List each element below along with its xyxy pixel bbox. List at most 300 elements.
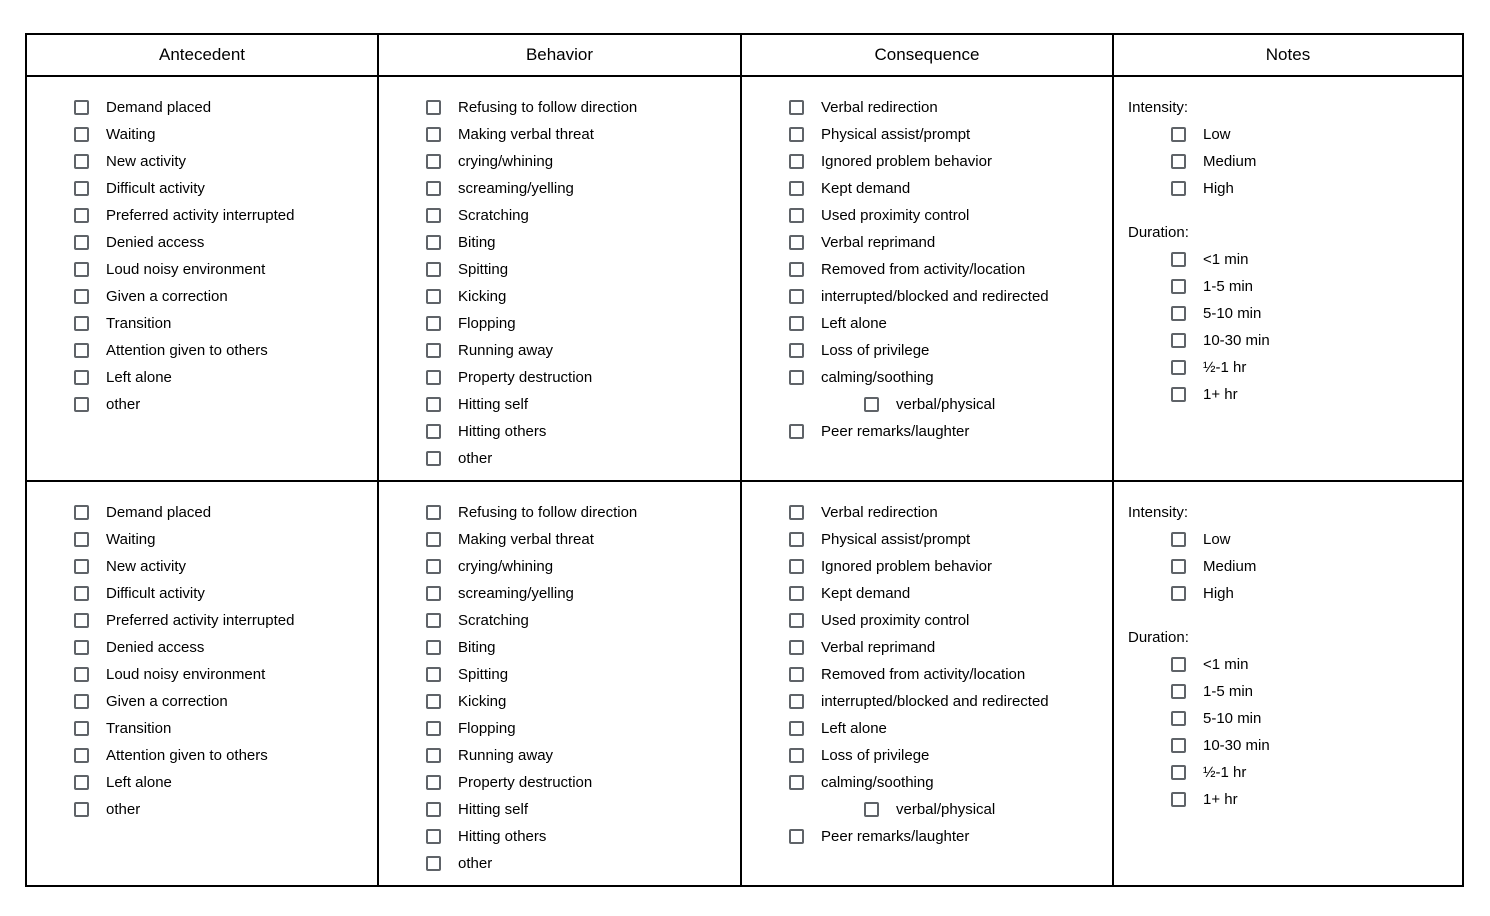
checkbox-option-removed-from-activity-location[interactable] [789,260,1106,280]
checkbox-icon[interactable] [74,100,89,115]
notes-options [1171,250,1456,405]
checkbox-option-left-alone[interactable] [74,368,371,388]
checkbox-option-verbal-redirection[interactable] [789,98,1106,118]
checkbox-icon[interactable] [426,856,441,871]
checkbox-icon[interactable] [74,748,89,763]
checkbox-label: Loss of privilege [821,342,930,359]
checkbox-icon[interactable] [74,316,89,331]
checkbox-icon[interactable] [426,640,441,655]
checkbox-icon[interactable] [1171,684,1186,699]
checkbox-label: Ignored problem behavior [821,558,992,575]
checkbox-label: Refusing to follow direction [458,504,638,521]
checkbox-icon[interactable] [789,181,804,196]
checkbox-label: 1+ hr [1203,791,1238,808]
checkbox-option-spitting[interactable] [426,665,734,685]
header-antecedent: Antecedent [26,34,378,76]
checkbox-label: Given a correction [106,693,228,710]
checkbox-option-interrupted-blocked-and-redirected[interactable] [789,692,1106,712]
checkbox-label: screaming/yelling [458,180,574,197]
notes-options [1171,530,1456,604]
checkbox-icon[interactable] [426,721,441,736]
notes-section-label: Intensity: [1128,504,1189,521]
checkbox-option-ignored-problem-behavior[interactable] [789,152,1106,172]
checkbox-option-10-30-min[interactable] [1171,736,1456,756]
checkbox-icon[interactable] [74,181,89,196]
checkbox-option-1-hr[interactable] [1171,385,1456,405]
checkbox-label: Left alone [106,369,172,386]
checkbox-label: Making verbal threat [458,531,594,548]
checkbox-label: Refusing to follow direction [458,99,638,116]
checkbox-option-loud-noisy-environment[interactable] [74,665,371,685]
checkbox-label: Biting [458,234,496,251]
checkbox-option-kept-demand[interactable] [789,179,1106,199]
table-body [26,76,1463,886]
checkbox-icon[interactable] [426,100,441,115]
checkbox-label: Kicking [458,288,507,305]
checkbox-label: New activity [106,558,187,575]
checkbox-label: Demand placed [106,99,212,116]
checkbox-option-verbal-redirection[interactable] [789,503,1106,523]
checkbox-icon[interactable] [426,802,441,817]
checkbox-option-removed-from-activity-location[interactable] [789,665,1106,685]
checkbox-option-waiting[interactable] [74,530,371,550]
checkbox-label: Verbal redirection [821,504,938,521]
checkbox-icon[interactable] [426,667,441,682]
checkbox-icon[interactable] [789,532,804,547]
checkbox-label: Running away [458,747,554,764]
checkbox-label: screaming/yelling [458,585,574,602]
checkbox-icon[interactable] [74,559,89,574]
checkbox-icon[interactable] [74,586,89,601]
checkbox-icon[interactable] [1171,387,1186,402]
checkbox-icon[interactable] [426,748,441,763]
observation-row-2 [26,481,1463,886]
checkbox-label: Used proximity control [821,612,970,629]
checkbox-option-other[interactable] [74,800,371,820]
checkbox-label: Peer remarks/laughter [821,423,970,440]
checkbox-option-kept-demand[interactable] [789,584,1106,604]
checkbox-option-attention-given-to-others[interactable] [74,341,371,361]
checkbox-option-new-activity[interactable] [74,152,371,172]
checkbox-icon[interactable] [789,667,804,682]
checkbox-icon[interactable] [74,613,89,628]
checkbox-label: 10-30 min [1203,737,1270,754]
checkbox-label: crying/whining [458,153,554,170]
checkbox-icon[interactable] [426,208,441,223]
checkbox-label: Loss of privilege [821,747,930,764]
checkbox-label: Spitting [458,261,509,278]
checkbox-icon[interactable] [74,343,89,358]
checkbox-option-preferred-activity-interrupted[interactable] [74,611,371,631]
checkbox-option-medium[interactable] [1171,557,1456,577]
checkbox-option-screaming-yelling[interactable] [426,584,734,604]
checkbox-option-preferred-activity-interrupted[interactable] [74,206,371,226]
checkbox-label: Verbal reprimand [821,234,936,251]
checkbox-icon[interactable] [426,775,441,790]
checkbox-icon[interactable] [789,505,804,520]
checkbox-icon[interactable] [789,289,804,304]
checkbox-icon[interactable] [74,505,89,520]
checkbox-icon[interactable] [426,235,441,250]
checkbox-option-denied-access[interactable] [74,638,371,658]
checkbox-icon[interactable] [1171,559,1186,574]
checkbox-option-hitting-self[interactable] [426,395,734,415]
checkbox-icon[interactable] [789,208,804,223]
checkbox-option-10-30-min[interactable] [1171,331,1456,351]
checkbox-icon[interactable] [426,127,441,142]
antecedent-checklist [74,503,371,820]
checkbox-option-low[interactable] [1171,530,1456,550]
antecedent-cell-row2 [26,481,378,886]
checkbox-option-verbal-physical[interactable] [864,395,1106,415]
antecedent-checklist [74,98,371,415]
checkbox-icon[interactable] [1171,792,1186,807]
checkbox-icon[interactable] [74,532,89,547]
checkbox-icon[interactable] [74,235,89,250]
checkbox-option-1-hr[interactable] [1171,763,1456,783]
checkbox-icon[interactable] [789,343,804,358]
checkbox-option-physical-assist-prompt[interactable] [789,125,1106,145]
checkbox-option-1-hr[interactable] [1171,358,1456,378]
checkbox-option-ignored-problem-behavior[interactable] [789,557,1106,577]
checkbox-option-refusing-to-follow-direction[interactable] [426,503,734,523]
checkbox-option-running-away[interactable] [426,341,734,361]
notes-section-duration [1128,223,1456,405]
checkbox-icon[interactable] [74,289,89,304]
checkbox-icon[interactable] [789,640,804,655]
checkbox-icon[interactable] [426,424,441,439]
checkbox-option-calming-soothing[interactable] [789,368,1106,388]
checkbox-label: ½-1 hr [1203,359,1247,376]
checkbox-icon[interactable] [789,586,804,601]
checkbox-icon[interactable] [426,829,441,844]
checkbox-option-verbal-reprimand[interactable] [789,233,1106,253]
checkbox-label: Waiting [106,531,156,548]
notes-options [1171,125,1456,199]
checkbox-label: Biting [458,639,496,656]
checkbox-icon[interactable] [1171,181,1186,196]
checkbox-option-loss-of-privilege[interactable] [789,341,1106,361]
consequence-cell-row1 [741,76,1113,481]
checkbox-label: Loud noisy environment [106,666,266,683]
checkbox-icon[interactable] [789,154,804,169]
checkbox-option-attention-given-to-others[interactable] [74,746,371,766]
checkbox-label: Preferred activity interrupted [106,612,295,629]
checkbox-icon[interactable] [1171,711,1186,726]
checkbox-icon[interactable] [74,640,89,655]
checkbox-option-spitting[interactable] [426,260,734,280]
checkbox-label: <1 min [1203,656,1249,673]
consequence-checklist [789,503,1106,847]
checkbox-option-physical-assist-prompt[interactable] [789,530,1106,550]
checkbox-label: 1-5 min [1203,683,1254,700]
checkbox-option-hitting-others[interactable] [426,422,734,442]
checkbox-label: Transition [106,720,172,737]
checkbox-label: Left alone [821,315,887,332]
checkbox-label: 1+ hr [1203,386,1238,403]
checkbox-icon[interactable] [426,613,441,628]
checkbox-option-flopping[interactable] [426,719,734,739]
checkbox-option-other[interactable] [426,854,734,874]
checkbox-icon[interactable] [426,451,441,466]
header-behavior: Behavior [378,34,741,76]
checkbox-option-1-5-min[interactable] [1171,682,1456,702]
checkbox-option-interrupted-blocked-and-redirected[interactable] [789,287,1106,307]
checkbox-option-other[interactable] [426,449,734,469]
checkbox-option-flopping[interactable] [426,314,734,334]
checkbox-option-demand-placed[interactable] [74,503,371,523]
checkbox-option-making-verbal-threat[interactable] [426,125,734,145]
checkbox-icon[interactable] [789,694,804,709]
checkbox-label: Ignored problem behavior [821,153,992,170]
checkbox-option-scratching[interactable] [426,206,734,226]
checkbox-option-screaming-yelling[interactable] [426,179,734,199]
checkbox-option-hitting-self[interactable] [426,800,734,820]
checkbox-option-given-a-correction[interactable] [74,692,371,712]
checkbox-option-1-hr[interactable] [1171,790,1456,810]
checkbox-icon[interactable] [74,154,89,169]
checkbox-icon[interactable] [789,127,804,142]
checkbox-label: Property destruction [458,369,593,386]
checkbox-icon[interactable] [789,721,804,736]
checkbox-label: Removed from activity/location [821,666,1026,683]
notes-section-intensity [1128,503,1456,604]
consequence-cell-row2 [741,481,1113,886]
checkbox-icon[interactable] [426,532,441,547]
checkbox-label: Spitting [458,666,509,683]
checkbox-icon[interactable] [789,235,804,250]
checkbox-option-other[interactable] [74,395,371,415]
checkbox-option-running-away[interactable] [426,746,734,766]
checkbox-icon[interactable] [426,262,441,277]
checkbox-icon[interactable] [74,694,89,709]
checkbox-label: Demand placed [106,504,212,521]
checkbox-option-5-10-min[interactable] [1171,304,1456,324]
checkbox-icon[interactable] [1171,252,1186,267]
checkbox-option-1-min[interactable] [1171,655,1456,675]
checkbox-option-left-alone[interactable] [74,773,371,793]
checkbox-label: 10-30 min [1203,332,1270,349]
checkbox-label: Medium [1203,558,1257,575]
checkbox-label: Transition [106,315,172,332]
checkbox-icon[interactable] [426,316,441,331]
checkbox-option-high[interactable] [1171,584,1456,604]
notes-section-label: Duration: [1128,629,1189,646]
checkbox-icon[interactable] [426,370,441,385]
checkbox-icon[interactable] [789,748,804,763]
checkbox-label: other [106,801,141,818]
checkbox-label: 1-5 min [1203,278,1254,295]
checkbox-label: other [458,855,493,872]
antecedent-cell-row1 [26,76,378,481]
checkbox-icon[interactable] [1171,765,1186,780]
checkbox-label: Kicking [458,693,507,710]
checkbox-label: verbal/physical [896,396,996,413]
checkbox-option-difficult-activity[interactable] [74,584,371,604]
checkbox-label: Attention given to others [106,342,268,359]
checkbox-icon[interactable] [426,181,441,196]
checkbox-label: calming/soothing [821,369,934,386]
checkbox-icon[interactable] [1171,738,1186,753]
checkbox-option-property-destruction[interactable] [426,368,734,388]
checkbox-option-transition[interactable] [74,314,371,334]
behavior-cell-row1 [378,76,741,481]
checkbox-icon[interactable] [426,505,441,520]
abc-table [25,33,1464,887]
checkbox-label: Scratching [458,207,529,224]
checkbox-option-biting[interactable] [426,638,734,658]
checkbox-icon[interactable] [74,667,89,682]
checkbox-label: Kept demand [821,180,911,197]
observation-row-1 [26,76,1463,481]
checkbox-label: calming/soothing [821,774,934,791]
checkbox-label: verbal/physical [896,801,996,818]
checkbox-option-transition[interactable] [74,719,371,739]
checkbox-icon[interactable] [426,586,441,601]
checkbox-option-denied-access[interactable] [74,233,371,253]
behavior-cell-row2 [378,481,741,886]
checkbox-icon[interactable] [426,694,441,709]
checkbox-label: Used proximity control [821,207,970,224]
checkbox-icon[interactable] [1171,532,1186,547]
checkbox-icon[interactable] [74,802,89,817]
checkbox-option-crying-whining[interactable] [426,557,734,577]
checkbox-label: 5-10 min [1203,305,1262,322]
checkbox-option-verbal-physical[interactable] [864,800,1106,820]
checkbox-label: Hitting others [458,423,547,440]
checkbox-label: other [458,450,493,467]
checkbox-icon[interactable] [1171,127,1186,142]
checkbox-option-difficult-activity[interactable] [74,179,371,199]
header-consequence: Consequence [741,34,1113,76]
checkbox-option-kicking[interactable] [426,287,734,307]
checkbox-option-verbal-reprimand[interactable] [789,638,1106,658]
consequence-checklist [789,98,1106,442]
checkbox-icon[interactable] [426,397,441,412]
checkbox-label: Attention given to others [106,747,268,764]
checkbox-option-scratching[interactable] [426,611,734,631]
checkbox-option-low[interactable] [1171,125,1456,145]
checkbox-label: Running away [458,342,554,359]
checkbox-option-property-destruction[interactable] [426,773,734,793]
checkbox-option-5-10-min[interactable] [1171,709,1456,729]
checkbox-option-left-alone[interactable] [789,719,1106,739]
header-row [26,34,1463,76]
checkbox-icon[interactable] [789,559,804,574]
checkbox-label: Medium [1203,153,1257,170]
header-notes: Notes [1113,34,1463,76]
checkbox-option-new-activity[interactable] [74,557,371,577]
checkbox-icon[interactable] [1171,333,1186,348]
checkbox-icon[interactable] [426,559,441,574]
checkbox-icon[interactable] [789,262,804,277]
checkbox-option-calming-soothing[interactable] [789,773,1106,793]
checkbox-label: Physical assist/prompt [821,126,971,143]
checkbox-option-given-a-correction[interactable] [74,287,371,307]
checkbox-icon[interactable] [1171,657,1186,672]
checkbox-option-kicking[interactable] [426,692,734,712]
checkbox-icon[interactable] [1171,306,1186,321]
checkbox-label: Difficult activity [106,585,205,602]
checkbox-icon[interactable] [1171,154,1186,169]
checkbox-icon[interactable] [864,397,879,412]
notes-options [1171,655,1456,810]
checkbox-option-loud-noisy-environment[interactable] [74,260,371,280]
checkbox-label: Waiting [106,126,156,143]
checkbox-icon[interactable] [74,397,89,412]
checkbox-label: High [1203,180,1234,197]
checkbox-icon[interactable] [789,613,804,628]
checkbox-icon[interactable] [789,775,804,790]
checkbox-icon[interactable] [789,829,804,844]
checkbox-option-making-verbal-threat[interactable] [426,530,734,550]
checkbox-icon[interactable] [74,262,89,277]
checkbox-label: Making verbal threat [458,126,594,143]
checkbox-label: Removed from activity/location [821,261,1026,278]
checkbox-label: 5-10 min [1203,710,1262,727]
checkbox-icon[interactable] [789,424,804,439]
checkbox-label: Given a correction [106,288,228,305]
checkbox-option-crying-whining[interactable] [426,152,734,172]
checkbox-option-demand-placed[interactable] [74,98,371,118]
checkbox-icon[interactable] [426,343,441,358]
checkbox-icon[interactable] [426,289,441,304]
checkbox-icon[interactable] [1171,279,1186,294]
checkbox-option-peer-remarks-laughter[interactable] [789,422,1106,442]
notes-block [1128,503,1456,810]
checkbox-label: Scratching [458,612,529,629]
checkbox-option-1-min[interactable] [1171,250,1456,270]
checkbox-option-left-alone[interactable] [789,314,1106,334]
checkbox-option-peer-remarks-laughter[interactable] [789,827,1106,847]
checkbox-icon[interactable] [74,208,89,223]
checkbox-icon[interactable] [426,154,441,169]
checkbox-option-used-proximity-control[interactable] [789,611,1106,631]
checkbox-icon[interactable] [74,127,89,142]
checkbox-label: Difficult activity [106,180,205,197]
checkbox-label: Kept demand [821,585,911,602]
checkbox-label: <1 min [1203,251,1249,268]
checkbox-label: interrupted/blocked and redirected [821,693,1049,710]
checkbox-option-waiting[interactable] [74,125,371,145]
checkbox-label: High [1203,585,1234,602]
checkbox-option-medium[interactable] [1171,152,1456,172]
checkbox-icon[interactable] [789,316,804,331]
checkbox-icon[interactable] [74,370,89,385]
notes-section-duration [1128,628,1456,810]
checkbox-label: Peer remarks/laughter [821,828,970,845]
checkbox-label: other [106,396,141,413]
checkbox-option-hitting-others[interactable] [426,827,734,847]
checkbox-option-1-5-min[interactable] [1171,277,1456,297]
checkbox-label: Property destruction [458,774,593,791]
checkbox-option-high[interactable] [1171,179,1456,199]
checkbox-icon[interactable] [1171,586,1186,601]
checkbox-icon[interactable] [864,802,879,817]
checkbox-option-refusing-to-follow-direction[interactable] [426,98,734,118]
checkbox-option-loss-of-privilege[interactable] [789,746,1106,766]
checkbox-label: Left alone [106,774,172,791]
checkbox-option-biting[interactable] [426,233,734,253]
checkbox-icon[interactable] [789,100,804,115]
checkbox-icon[interactable] [74,721,89,736]
checkbox-label: Denied access [106,234,205,251]
checkbox-icon[interactable] [74,775,89,790]
checkbox-option-used-proximity-control[interactable] [789,206,1106,226]
checkbox-icon[interactable] [789,370,804,385]
notes-cell-row2 [1113,481,1463,886]
checkbox-icon[interactable] [1171,360,1186,375]
